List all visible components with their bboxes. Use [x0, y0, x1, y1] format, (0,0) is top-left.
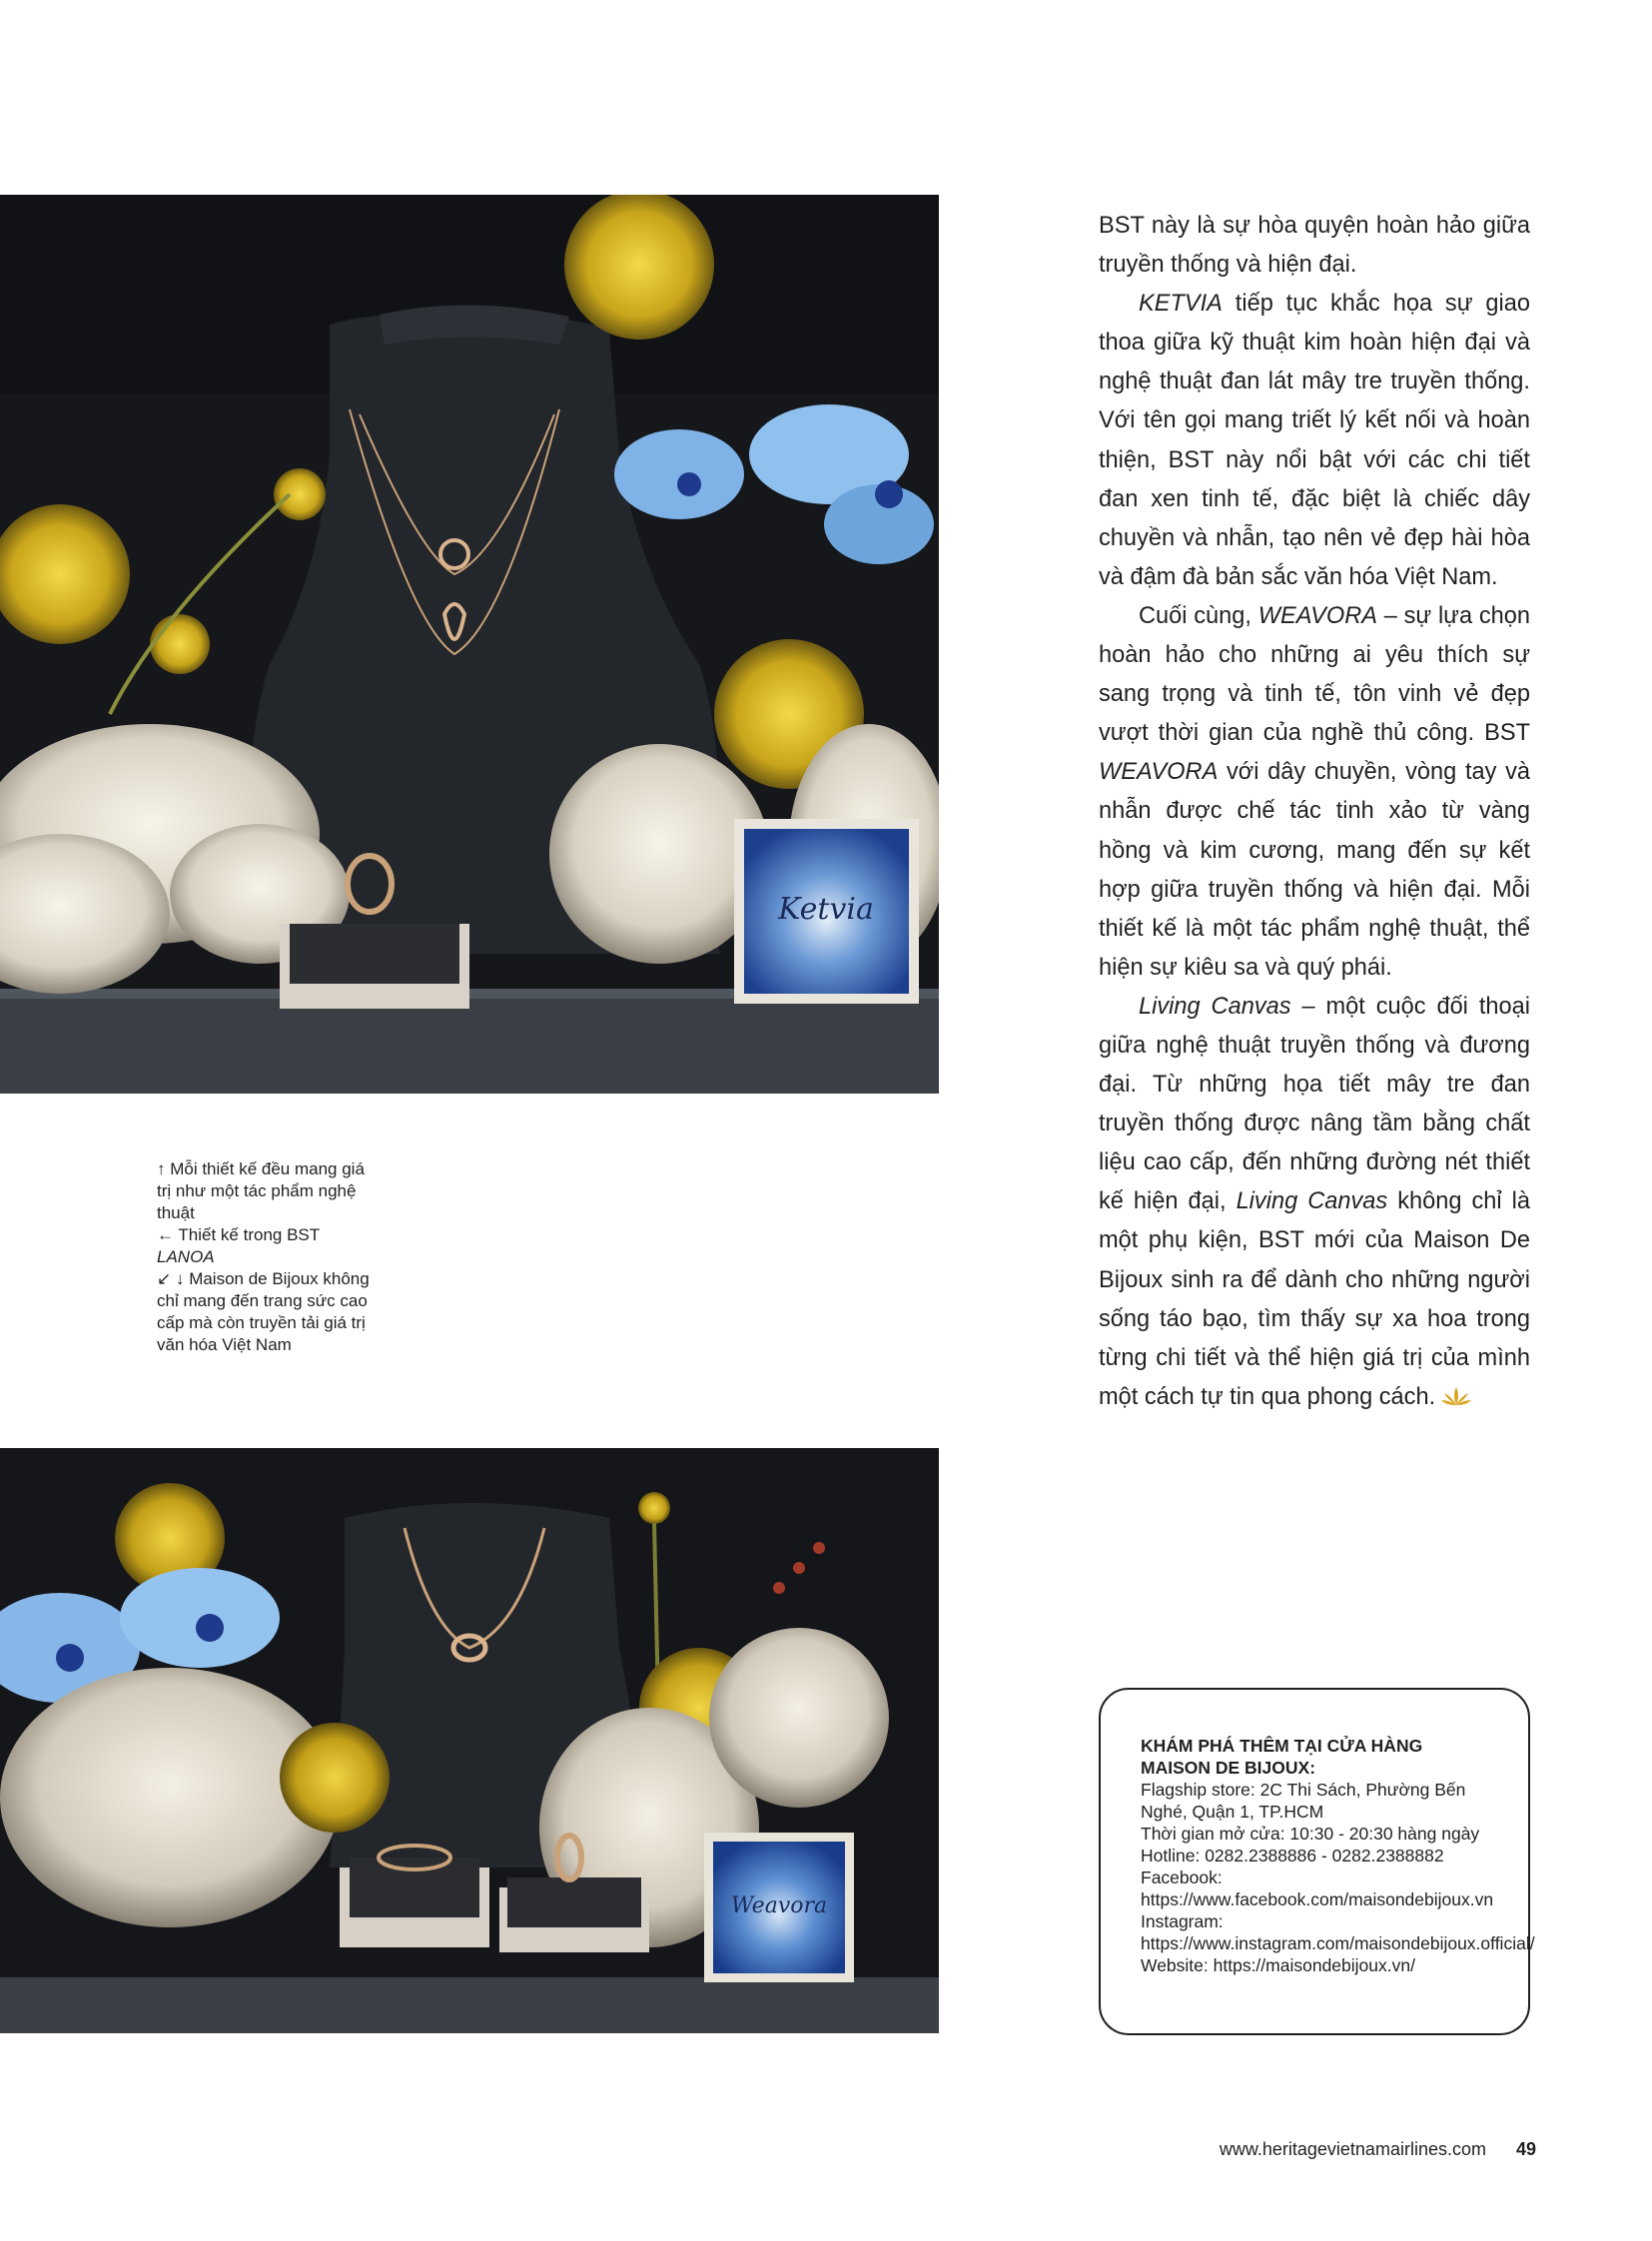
lotus-end-mark-icon	[1441, 1385, 1471, 1407]
photo-caption	[157, 1158, 372, 1356]
store-hours: Thời gian mở cửa: 10:30 - 20:30 hàng ngày	[1141, 1824, 1480, 1844]
collection-name-weavora-2: WEAVORA	[1099, 759, 1219, 786]
ketvia-sign-text: Ketvia	[778, 892, 874, 927]
store-address: Flagship store: 2C Thi Sách, Phường Bến Nghé, Quận 1, TP.HCM	[1141, 1780, 1466, 1822]
collection-name-ketvia: KETVIA	[1139, 291, 1223, 318]
article-body	[1099, 207, 1530, 1417]
photo-ketvia-display	[0, 195, 939, 1094]
store-website-link[interactable]: Website: https://maisondebijoux.vn/	[1141, 1955, 1415, 1975]
article-paragraph-3-mid: – sự lựa chọn hoàn hảo cho những ai yêu thích sự sang trọng và tinh tế, tôn vinh vẻ đẹp vượt thời gian của nghề thủ công. BST	[1099, 602, 1530, 747]
footer-website-url[interactable]: www.heritagevietnamairlines.com	[1219, 2139, 1486, 2159]
page-number: 49	[1515, 2139, 1536, 2159]
caption-line-3: ↙ ↓ Maison de Bijoux không chỉ mang đến trang sức cao cấp mà còn truyền tải giá trị văn hóa Việt Nam	[157, 1269, 370, 1354]
article-paragraph-2	[1099, 285, 1530, 597]
photo-weavora-display	[0, 1448, 939, 2033]
article-paragraph-3-pre: Cuối cùng,	[1139, 602, 1258, 629]
collection-name-weavora: WEAVORA	[1257, 602, 1378, 629]
store-info-box	[1099, 1688, 1535, 2035]
article-paragraph-3-post: với dây chuyền, vòng tay và nhẫn được chế tác tinh xảo từ vàng hồng và kim cương, mang đến sự kết hợp giữa truyền thống và hiện đại. Mỗi thiết kế là một tác phẩm nghệ thuật, thể hiện sự kiêu sa và quý phái.	[1099, 759, 1530, 981]
store-facebook-link[interactable]: Facebook: https://www.facebook.com/maisondebijoux.vn	[1141, 1868, 1494, 1909]
weavora-display-illustration	[0, 1448, 939, 2033]
collection-name-living-canvas: Living Canvas	[1139, 993, 1291, 1020]
ketvia-display-illustration	[0, 195, 939, 1094]
weavora-sign-text: Weavora	[730, 1893, 828, 1918]
article-paragraph-4	[1099, 988, 1530, 1417]
caption-line-2	[157, 1224, 372, 1268]
collection-name-living-canvas-2: Living Canvas	[1236, 1188, 1388, 1215]
caption-line-2-text: ← Thiết kế trong BST	[157, 1225, 320, 1244]
caption-collection-name: LANOA	[157, 1247, 215, 1266]
article-paragraph-1: BST này là sự hòa quyện hoàn hảo giữa truyền thống và hiện đại.	[1099, 213, 1530, 279]
article-paragraph-2-text: tiếp tục khắc họa sự giao thoa giữa kỹ thuật kim hoàn hiện đại và nghệ thuật đan lát mây tre truyền thống. Với tên gọi mang triết lý kết nối và hoàn thiện, BST này nổi bật với các chi tiết đan xen tinh tế, đặc biệt là chiếc dây chuyền và nhẫn, tạo nên vẻ đẹp hài hòa và đậm đà bản sắc văn hóa Việt Nam.	[1099, 291, 1530, 590]
store-instagram-link[interactable]: Instagram: https://www.instagram.com/maisondebijoux.official/	[1141, 1911, 1535, 1953]
store-hotline: Hotline: 0282.2388886 - 0282.2388882	[1141, 1846, 1444, 1866]
store-info-heading: KHÁM PHÁ THÊM TẠI CỬA HÀNG MAISON DE BIJOUX:	[1141, 1736, 1423, 1778]
article-paragraph-3	[1099, 597, 1530, 988]
article-paragraph-4-post: không chỉ là một phụ kiện, BST mới của Maison De Bijoux sinh ra để dành cho những người sống táo bạo, tìm thấy sự xa hoa trong từng chi tiết và thể hiện giá trị của mình một cách tự tin qua phong cách.	[1099, 1188, 1530, 1410]
article-paragraph-4-mid: – một cuộc đối thoại giữa nghệ thuật truyền thống và đương đại. Từ những họa tiết mây tre đan truyền thống được nâng tầm bằng chất liệu cao cấp, đến những đường nét thiết kế hiện đại,	[1099, 993, 1530, 1215]
page-footer	[1187, 2137, 1536, 2161]
caption-line-1: ↑ Mỗi thiết kế đều mang giá trị như một tác phẩm nghệ thuật	[157, 1159, 365, 1222]
